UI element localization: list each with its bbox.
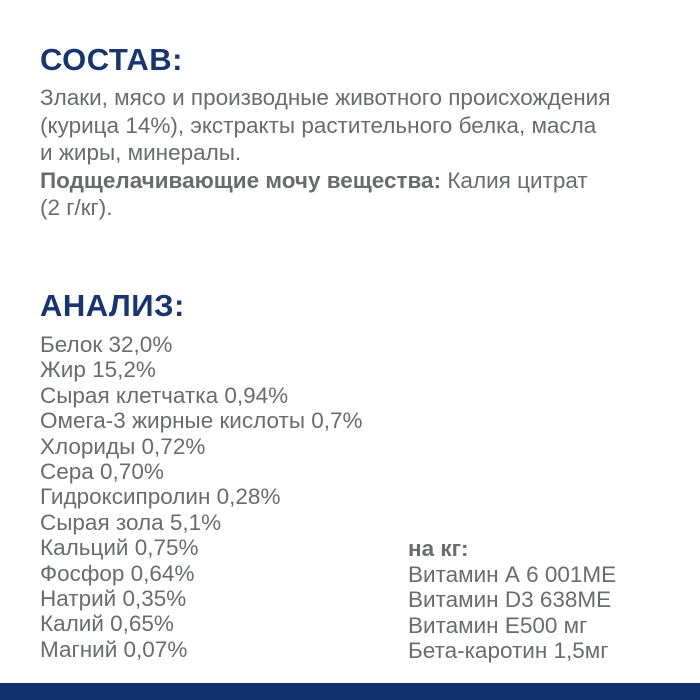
analysis-item: Калий 0,65% [40, 611, 174, 637]
composition-text-line: и жиры, минералы. [40, 140, 242, 166]
vitamin-item: Витамин D3 638МЕ [408, 587, 612, 613]
composition-lines [40, 84, 610, 167]
analysis-item: Кальций 0,75% [40, 535, 199, 561]
vitamin-item: Витамин Е500 мг [408, 612, 588, 638]
analysis-item: Гидроксипролин 0,28% [40, 484, 281, 510]
per-kg-block [408, 536, 616, 664]
urine-alkalizing-label: Подщелачивающие мочу вещества: [40, 167, 442, 193]
analysis-item: Хлориды 0,72% [40, 433, 206, 459]
vitamin-item: Бета-каротин 1,5мг [408, 638, 609, 664]
bottom-accent-bar [0, 683, 700, 700]
analysis-item: Натрий 0,35% [40, 586, 187, 612]
analysis-list [40, 332, 363, 662]
analysis-item: Белок 32,0% [40, 332, 173, 357]
analysis-item: Омега-3 жирные кислоты 0,7% [40, 408, 363, 434]
analysis-item: Фосфор 0,64% [40, 560, 195, 586]
composition-text-line: (курица 14%), экстракты растительного белка, масла [40, 112, 597, 138]
analysis-item: Сера 0,70% [40, 459, 164, 485]
urine-alkalizing-value: Калия цитрат [441, 167, 588, 193]
per-kg-label: на кг: [408, 536, 469, 561]
urine-alkalizing-line [40, 167, 610, 195]
vitamin-item: Витамин А 6 001МЕ [408, 561, 617, 587]
composition-heading: СОСТАВ: [40, 42, 183, 77]
composition-text-line: Злаки, мясо и производные животного происхождения [40, 85, 611, 110]
per-kg-items [408, 562, 616, 664]
analysis-item: Магний 0,07% [40, 636, 188, 662]
urine-alkalizing-dosage: (2 г/кг). [40, 195, 113, 221]
composition-text [40, 84, 610, 222]
analysis-item: Сырая зола 5,1% [40, 509, 222, 535]
analysis-item: Сырая клетчатка 0,94% [40, 382, 289, 408]
analysis-item: Жир 15,2% [40, 357, 156, 383]
analysis-heading: АНАЛИЗ: [40, 288, 185, 323]
